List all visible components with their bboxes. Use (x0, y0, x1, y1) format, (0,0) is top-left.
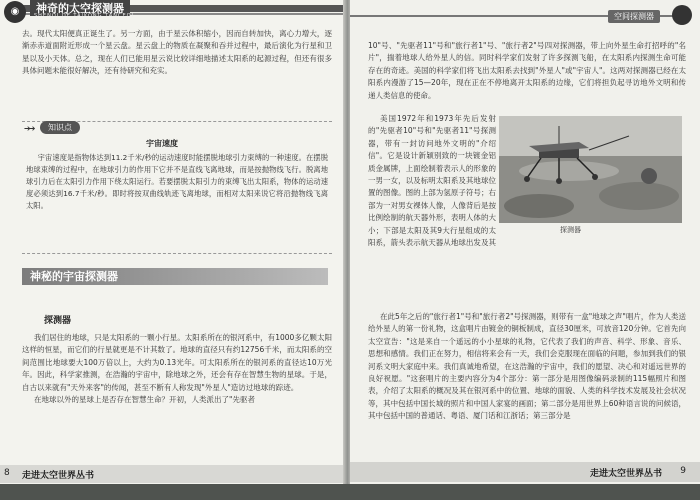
knowledge-title: 宇宙速度 (146, 139, 178, 148)
knowledge-tag: 知识点 (40, 121, 80, 134)
intro-text: 去。现代太阳便真正诞生了。另一方面，由于星云体积缩小，因而自转加快，离心力增大，逐渐赤赤道面附近形成一个星云盘。星云盘上的物质在凝聚和吞并过程中，最后演化为行星和卫星以及小天体。总之，现在人们已能用星云说比较详细地描述太阳系的起源过程，但还有很多具体问题未能很好解决，还有待研究和充实。 (22, 29, 332, 76)
lander-photo (499, 116, 682, 223)
intro-paragraph (22, 28, 332, 78)
right-paragraph-2-wide (368, 250, 686, 308)
right-paragraph-2-narrow (368, 113, 496, 250)
planet-icon (672, 5, 692, 25)
body-paragraph-1: 我们居住的地球，只是太阳系的一颗小行星。太阳系所在的银河系中，有1000多亿颗太阳这样的恒星，而它们的行星就更是不计其数了。地球的直径只有约12756千米，而太阳系的空间范围比地球要大100万倍以上，大约为0.13光年。可太阳系所在的银河系的直径达10万光年。因此，科学家推测，在浩瀚的宇宙中，除地球之外，还会有存在智慧生物的星球。于是，自古以来就有"天外来客"的传闻，甚至不断有人称发现"外星人"造访过地球的踪迹。 (22, 333, 332, 392)
photo-caption: 探测器 (560, 226, 581, 234)
book-title-pinyin: SHENQI DE TAIKONG TANCEQI (34, 13, 135, 19)
paragraph-text: 在此5年之后的"旅行者1"号和"旅行者2"号探测器，则带有一盒"地球之声"唱片，作为人类送给外星人的第一份礼物，这盒唱片由镀金的铜板制成，直径30厘米，可放音120分钟。它首先向太空宣告："这是来自一个遥远的小小星球的礼物，它代表了我们的声音、科学、形象、音乐、思想和感情。我们正在努力，相信将来会有一天，我们会克服现在面临的问题，参加到我们的银河系文明大家庭中来。我们真诚地希望，在这浩瀚的宇宙中，我们的愿望、决心和对遥远世界的良好祝愿。"这套唱片的主要内容分为4个部分：第一部分是用图像编码录制的115幅照片和图表，介绍了太阳系的概况及其在银河系中的位置、地球的面貌、人类的科学技术发展及社会状况等，其中包括中国长城的照片和中国人家宴的画面；第二部分是用世界上60种语言说的问候语，其中包括中国的普通话、粤语、厦门话和江浙话；第三部分是 (368, 312, 686, 421)
lander-illustration (499, 116, 682, 223)
right-page (350, 0, 700, 500)
left-page-header (0, 0, 345, 24)
right-page-header (350, 0, 700, 26)
series-name: 走进太空世界丛书 (22, 471, 95, 481)
body-text (22, 332, 332, 406)
section-title: 神秘的宇宙探测器 (30, 270, 118, 283)
paragraph-text: 10"号、"先驱者11"号和"旅行者1"号、"旅行者2"号四对探测器，带上向外星生命打招呼的"名片"，揣着地球人给外星人的信。同时科学家们发射了许多探测飞船，在太阳系内探测生命可能存在的奇迹。美国的科学家们将飞出太阳系去找到"外星人"或"宇宙人"。这两对探测器已经在太阳系内漫游了15—20年，现在正在不停地离开太阳系的边缘，它们将担负起寻访地外文明和传递人类信息的使命。 (368, 41, 686, 100)
right-page-footer (350, 462, 700, 482)
right-paragraph-3 (368, 311, 686, 459)
chapter-title: 空间探测器 (608, 10, 660, 23)
desk-background (0, 484, 700, 500)
left-page-footer (0, 465, 345, 483)
series-name: 走进太空世界丛书 (589, 469, 662, 479)
body-paragraph-2: 在地球以外的星球上是否存在智慧生命？开初，人类派出了"先驱者 (34, 395, 255, 405)
page-number: 9 (680, 466, 686, 476)
right-paragraph-1 (368, 40, 686, 102)
page-number: 8 (4, 468, 10, 478)
knowledge-paragraph: 宇宙速度是指物体达到11.2千米/秒的运动速度时能摆脱地球引力束缚的一种速度。在摆脱地球束缚的过程中，在地球引力的作用下它并不是直线飞离地球，而是按抛物线飞行。脱离地球引力后在太阳引力作用下绕太阳运行。若要摆脱太阳引力的束缚飞出太阳系，物体的运动速度必须达到16.7千米/秒。即时将按双曲线轨迹飞离地球，而相对太阳来说它将沿抛物线飞离太阳。 (26, 153, 328, 210)
arrow-right-icon: ➔➔ (24, 124, 34, 133)
book-title: 神奇的太空探测器 (30, 0, 130, 16)
left-page (0, 0, 345, 500)
satellite-logo-icon: ◉ (4, 1, 26, 23)
subsection-title: 探测器 (44, 316, 72, 326)
paragraph-text: 美国1972年和1973年先后发射的"先驱者10"号和"先驱者11"号探测器，带有一封访问地外文明的"介绍信"。它是设计新颖别致的一块镀金铝质金属牌，上面绘制着表示人的形象的一男一女，以及标明太阳系及其地球位置的图像。图的上部为氢原子符号；右部为一对男女裸体人像，人像背后是按比例绘制的航天器外形，表明人体的大小；下部是太阳及其9大行星组成的太阳系，箭头表示航天器从地球出发及其 (368, 114, 496, 248)
knowledge-text (26, 152, 328, 212)
